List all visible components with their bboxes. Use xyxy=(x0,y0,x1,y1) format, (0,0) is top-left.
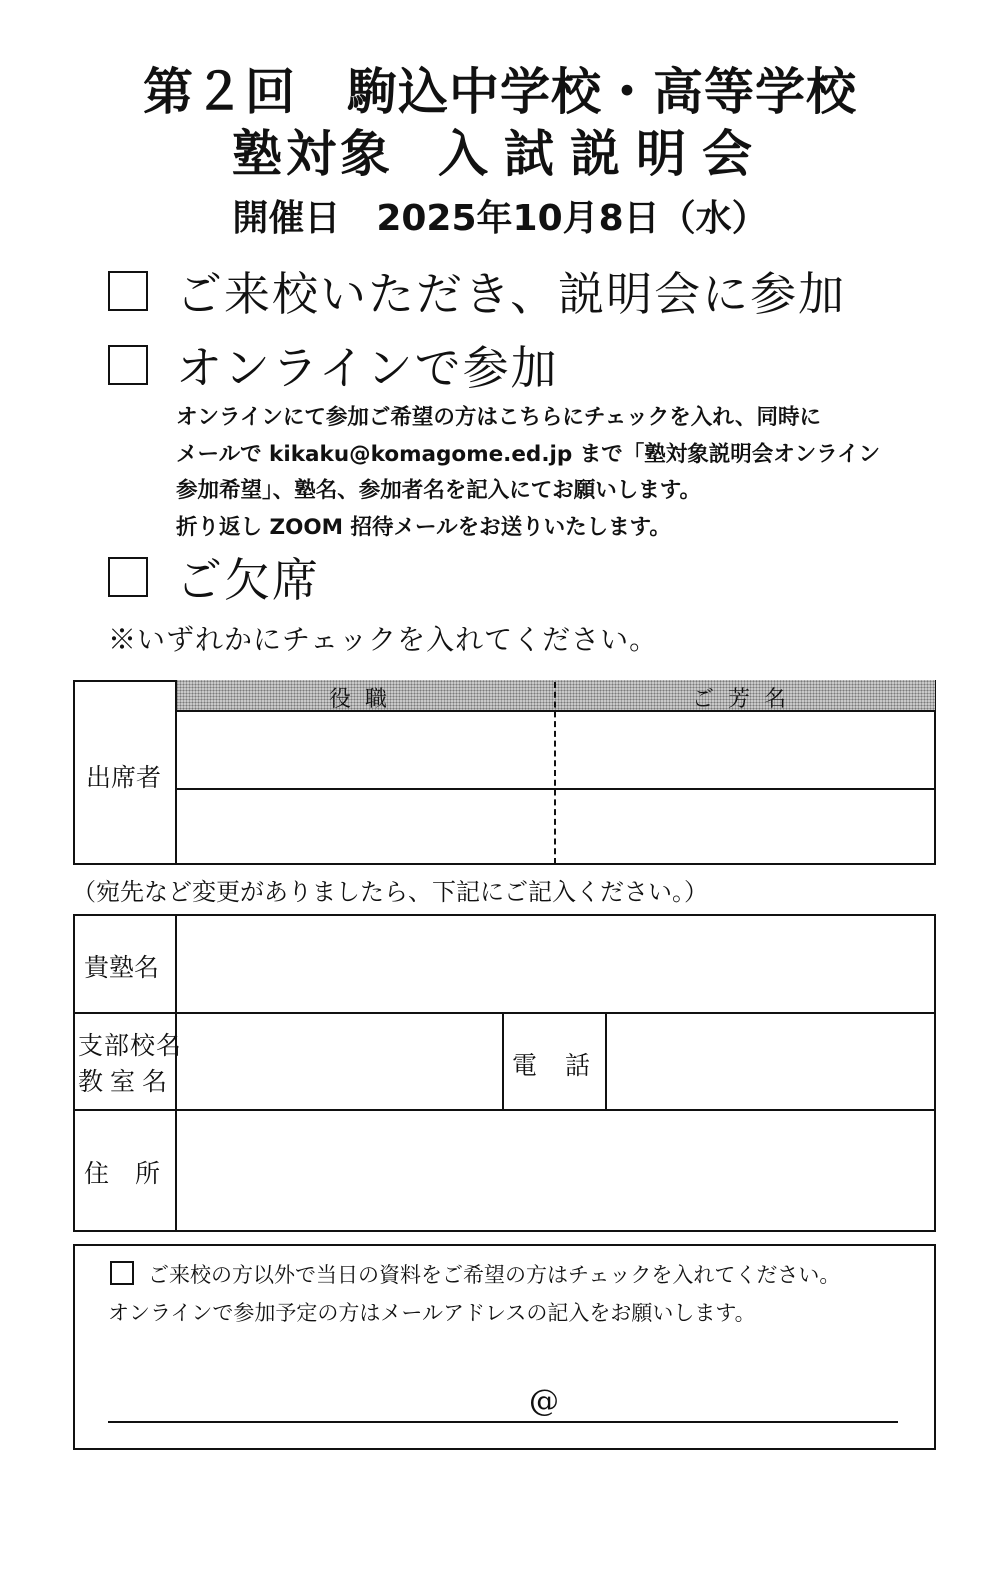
phone-input[interactable] xyxy=(608,1015,934,1108)
check-instruction: ※いずれかにチェックを入れてください。 xyxy=(108,623,659,656)
header-name: ご芳名 xyxy=(691,687,800,712)
email-underline xyxy=(108,1421,898,1423)
divider xyxy=(73,1109,936,1111)
online-note-line: 折り返し ZOOM 招待メールをお送りいたします。 xyxy=(176,514,671,540)
online-note-line: オンラインにて参加ご希望の方はこちらにチェックを入れ、同時に xyxy=(176,405,822,430)
name-input-1[interactable] xyxy=(557,713,934,787)
name-input-2[interactable] xyxy=(557,791,934,863)
branch-label: 支部校名 xyxy=(78,1031,183,1060)
date-value: 2025年10月8日（水） xyxy=(376,198,768,239)
online-note-line: 参加希望」、塾名、参加者名を記入にてお願いします。 xyxy=(176,478,702,503)
subtitle-event: 入試説明会 xyxy=(438,125,768,183)
option-label: ご欠席 xyxy=(176,553,320,607)
option-attend-online[interactable] xyxy=(108,330,559,400)
date-label: 開催日 xyxy=(232,198,341,239)
juku-name-input[interactable] xyxy=(178,916,934,1011)
branch-input[interactable] xyxy=(178,1015,501,1108)
change-note: （宛先など変更がありましたら、下記にご記入ください。） xyxy=(72,878,708,906)
address-input[interactable] xyxy=(178,1112,934,1230)
divider xyxy=(176,788,935,790)
header-position: 役職 xyxy=(328,687,401,712)
address-label: 住所 xyxy=(84,1159,187,1188)
email-input[interactable] xyxy=(108,1376,898,1420)
attendee-label: 出席者 xyxy=(86,763,162,792)
online-instructions xyxy=(176,400,956,546)
at-sign: @ xyxy=(529,1384,559,1419)
checkbox-absent[interactable] xyxy=(108,557,148,597)
option-attend-in-person[interactable] xyxy=(108,256,846,326)
checkbox-attend-in-person[interactable] xyxy=(108,271,148,311)
page-subtitle xyxy=(0,114,1000,186)
position-input-2[interactable] xyxy=(178,791,553,863)
event-date xyxy=(0,190,1000,241)
online-note-line: メールで kikaku@komagome.ed.jp まで「塾対象説明会オンライン xyxy=(176,441,881,467)
checkbox-attend-online[interactable] xyxy=(108,345,148,385)
divider xyxy=(73,1012,936,1014)
position-input-1[interactable] xyxy=(178,713,553,787)
option-absent[interactable] xyxy=(108,542,320,612)
page-title: 第２回 駒込中学校・高等学校 xyxy=(143,63,857,121)
juku-name-label: 貴塾名 xyxy=(84,953,160,982)
divider xyxy=(502,1012,504,1110)
option-label: オンラインで参加 xyxy=(176,341,559,395)
subtitle-audience: 塾対象 xyxy=(232,125,394,183)
classroom-label: 教室名 xyxy=(78,1067,175,1096)
materials-line2: オンラインで参加予定の方はメールアドレスの記入をお願いします。 xyxy=(108,1301,756,1325)
phone-label: 電話 xyxy=(512,1051,619,1080)
option-label: ご来校いただき、説明会に参加 xyxy=(176,267,847,321)
checkbox-materials[interactable] xyxy=(110,1261,134,1285)
materials-line1: ご来校の方以外で当日の資料をご希望の方はチェックを入れてください。 xyxy=(148,1263,841,1287)
